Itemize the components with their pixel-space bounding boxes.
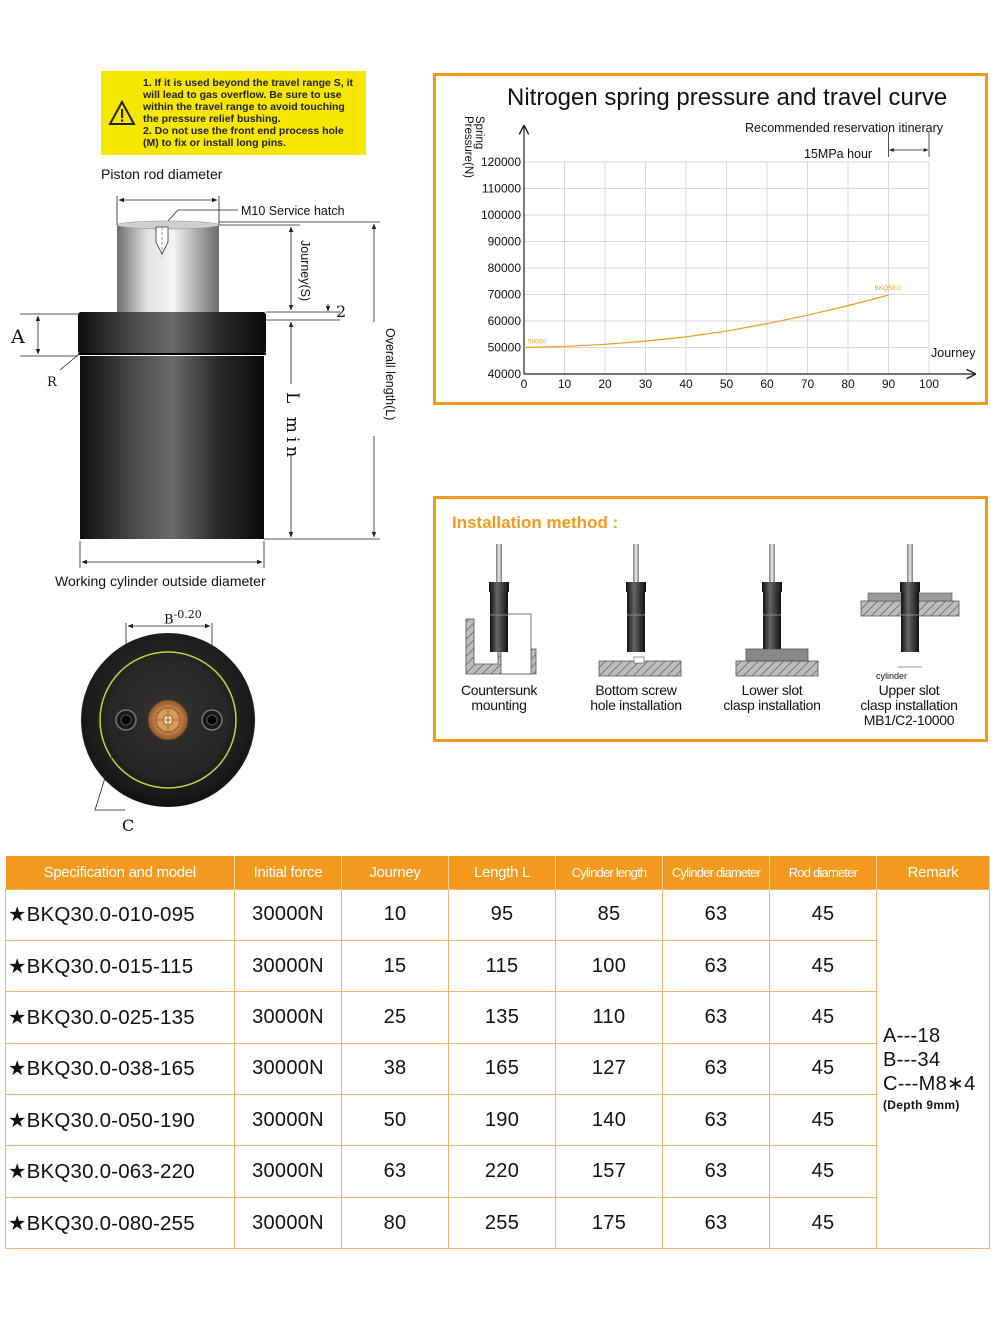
cell-model: ★BKQ30.0-050-190 [6, 1095, 235, 1146]
b-dimension-label [164, 608, 202, 627]
warning-icon [101, 100, 143, 126]
cell-journey: 50 [342, 1095, 449, 1146]
x-tick-label: 80 [841, 377, 855, 391]
chart-title: Nitrogen spring pressure and travel curve [507, 84, 948, 111]
b-tolerance: -0.20 [173, 608, 202, 621]
cell-rod-diameter: 45 [770, 1146, 877, 1197]
cell-force: 30000N [235, 1043, 342, 1094]
cell-rod-diameter: 45 [770, 1043, 877, 1094]
y-tick-label: 110000 [481, 181, 521, 196]
cell-rod-diameter: 45 [770, 1197, 877, 1248]
remark-depth: (Depth 9mm) [883, 1097, 960, 1112]
cell-journey: 38 [342, 1043, 449, 1094]
cell-force: 30000N [235, 1095, 342, 1146]
table-row [6, 1197, 990, 1248]
cell-force: 30000N [235, 1146, 342, 1197]
cell-length: 95 [449, 889, 556, 940]
x-tick-label: 60 [760, 377, 774, 391]
cell-remark [877, 889, 990, 1249]
header-remark: Remark [877, 856, 990, 889]
cell-model: ★BKQ30.0-038-165 [6, 1043, 235, 1094]
cell-length: 165 [449, 1043, 556, 1094]
cell-rod-diameter: 45 [770, 1095, 877, 1146]
table-row [6, 889, 990, 940]
chart-annotations [889, 132, 930, 157]
cell-cylinder-length: 175 [556, 1197, 663, 1248]
overall-length-label: Overall length(L) [383, 328, 397, 421]
header-length: Length L [449, 856, 556, 889]
table-row [6, 1095, 990, 1146]
warning-line: within the travel range to avoid touching [143, 101, 345, 113]
cell-journey: 80 [342, 1197, 449, 1248]
caption-line: clasp installation [860, 697, 958, 713]
warning-line: the pressure relief bushing. [143, 113, 281, 125]
cell-rod-diameter: 45 [770, 889, 877, 940]
remark-b: B---34 [883, 1048, 941, 1071]
two-mm-label: 2 [336, 302, 347, 321]
c-dimension-label: C [122, 816, 135, 835]
x-tick-label: 30 [638, 377, 653, 391]
cylinder-outside-diameter-label: Working cylinder outside diameter [55, 573, 266, 589]
chart-xlabel: Journey [931, 346, 976, 360]
y-tick-label: 50000 [487, 340, 521, 355]
remark-c: C---M8∗4 [883, 1072, 976, 1095]
cell-cylinder-length: 157 [556, 1146, 663, 1197]
cell-cylinder-length: 110 [556, 992, 663, 1043]
r-radius-label: R [47, 375, 57, 390]
header-spec-model: Specification and model [6, 856, 235, 889]
cell-model: ★BKQ30.0-080-255 [6, 1197, 235, 1248]
x-tick-label: 70 [800, 377, 815, 391]
a-dimension-label: A [11, 326, 25, 348]
caption-line: MB1/C2-10000 [863, 712, 955, 728]
caption-line: Countersunk [460, 682, 538, 698]
table-row [6, 992, 990, 1043]
cell-cylinder-diameter: 63 [663, 1197, 770, 1248]
warning-box [101, 71, 366, 155]
header-cylinder-length: Cylinder length [556, 856, 663, 889]
x-tick-label: 100 [918, 377, 940, 391]
x-tick-label: 20 [598, 377, 612, 391]
upper-slot-illustration [861, 544, 959, 667]
chart-panel [433, 73, 988, 405]
table-row [6, 940, 990, 991]
spring-bottom-diagram [70, 600, 290, 840]
x-tick-label: 50 [719, 377, 734, 391]
cell-cylinder-length: 127 [556, 1043, 663, 1094]
y-tick-label: 120000 [480, 155, 521, 169]
cell-length: 115 [449, 940, 556, 991]
cell-length: 190 [449, 1095, 556, 1146]
caption-line: Upper slot [878, 682, 940, 698]
installation-caption-lower-slot [697, 683, 847, 713]
installation-panel [433, 496, 988, 742]
caption-line: hole installation [590, 697, 682, 713]
cell-cylinder-length: 100 [556, 940, 663, 991]
x-tick-label: 10 [557, 377, 572, 391]
caption-line: Bottom screw [595, 682, 677, 698]
caption-line: Lower slot [741, 682, 803, 698]
cell-length: 220 [449, 1146, 556, 1197]
cell-cylinder-diameter: 63 [663, 1146, 770, 1197]
cell-rod-diameter: 45 [770, 992, 877, 1043]
cell-journey: 25 [342, 992, 449, 1043]
piston-rod-diameter-label: Piston rod diameter [101, 166, 223, 182]
installation-caption-bottom-screw [561, 683, 711, 713]
y-tick-label: 70000 [487, 287, 521, 302]
y-tick-label: 100000 [480, 208, 521, 222]
cell-model: ★BKQ30.0-063-220 [6, 1146, 235, 1197]
x-tick-label: 90 [881, 377, 896, 391]
header-initial-force: Initial force [235, 856, 342, 889]
cylinder-small-label: cylinder [876, 671, 908, 681]
cell-cylinder-diameter: 63 [663, 940, 770, 991]
spec-table [5, 856, 990, 1249]
caption-line: clasp installation [723, 697, 821, 713]
cell-force: 30000N [235, 1197, 342, 1248]
chart-annotation-top: Recommended reservation itinerary [745, 121, 944, 135]
lower-slot-illustration [736, 544, 818, 676]
table-row [6, 1043, 990, 1094]
warning-line: 1. If it is used beyond the travel range S, it [143, 77, 354, 89]
lmin-label: L min [282, 392, 302, 462]
countersunk-illustration [466, 544, 536, 674]
cell-model: ★BKQ30.0-010-095 [6, 889, 235, 940]
cell-length: 135 [449, 992, 556, 1043]
warning-line: 2. Do not use the front end process hole [143, 125, 344, 137]
warning-line: (M) to fix or install long pins. [143, 137, 286, 149]
x-tick-label: 0 [520, 377, 528, 391]
x-tick-label: 40 [679, 377, 693, 391]
chart-axes [524, 126, 975, 374]
cell-force: 30000N [235, 940, 342, 991]
journey-s-label: Journey(S) [298, 240, 312, 302]
installation-caption-upper-slot [834, 683, 984, 728]
cell-force: 30000N [235, 992, 342, 1043]
table-header-row [6, 856, 990, 889]
header-cylinder-diameter: Cylinder diameter [663, 856, 770, 889]
cell-cylinder-length: 140 [556, 1095, 663, 1146]
cell-model: ★BKQ30.0-025-135 [6, 992, 235, 1043]
cell-journey: 63 [342, 1146, 449, 1197]
table-row [6, 1146, 990, 1197]
cell-cylinder-diameter: 63 [663, 1095, 770, 1146]
y-tick-label: 40000 [487, 367, 521, 381]
warning-line: will lead to gas overflow. Be sure to use [143, 89, 342, 101]
cell-cylinder-diameter: 63 [663, 1043, 770, 1094]
installation-title: Installation method : [452, 513, 619, 532]
chart-ticks [481, 155, 939, 391]
chart-ylabel: Spring Pressure(N) [462, 116, 485, 178]
cell-length: 255 [449, 1197, 556, 1248]
cell-model: ★BKQ30.0-015-115 [6, 940, 235, 991]
installation-caption-countersunk [424, 683, 574, 713]
spring-side-diagram [0, 180, 400, 580]
cell-cylinder-length: 85 [556, 889, 663, 940]
series-name-label: BKQ50.0 [874, 285, 901, 293]
cell-force: 30000N [235, 889, 342, 940]
cell-journey: 10 [342, 889, 449, 940]
b-label: B [164, 612, 174, 628]
cell-cylinder-diameter: 63 [663, 992, 770, 1043]
cell-journey: 15 [342, 940, 449, 991]
header-rod-diameter: Rod diameter [770, 856, 877, 889]
chart-grid [524, 162, 929, 374]
header-journey: Journey [342, 856, 449, 889]
service-hatch-label: M10 Service hatch [241, 204, 345, 218]
y-tick-label: 60000 [487, 314, 521, 328]
bottom-screw-illustration [599, 544, 681, 676]
y-tick-label: 90000 [487, 234, 521, 249]
cell-cylinder-diameter: 63 [663, 889, 770, 940]
chart-annotation-reserve: 15MPa hour [804, 147, 873, 161]
series-start-label: 50000 [528, 338, 547, 346]
remark-a: A---18 [883, 1024, 941, 1047]
cell-rod-diameter: 45 [770, 940, 877, 991]
warning-text [143, 77, 353, 149]
caption-line: mounting [471, 697, 527, 713]
y-tick-label: 80000 [487, 261, 521, 275]
